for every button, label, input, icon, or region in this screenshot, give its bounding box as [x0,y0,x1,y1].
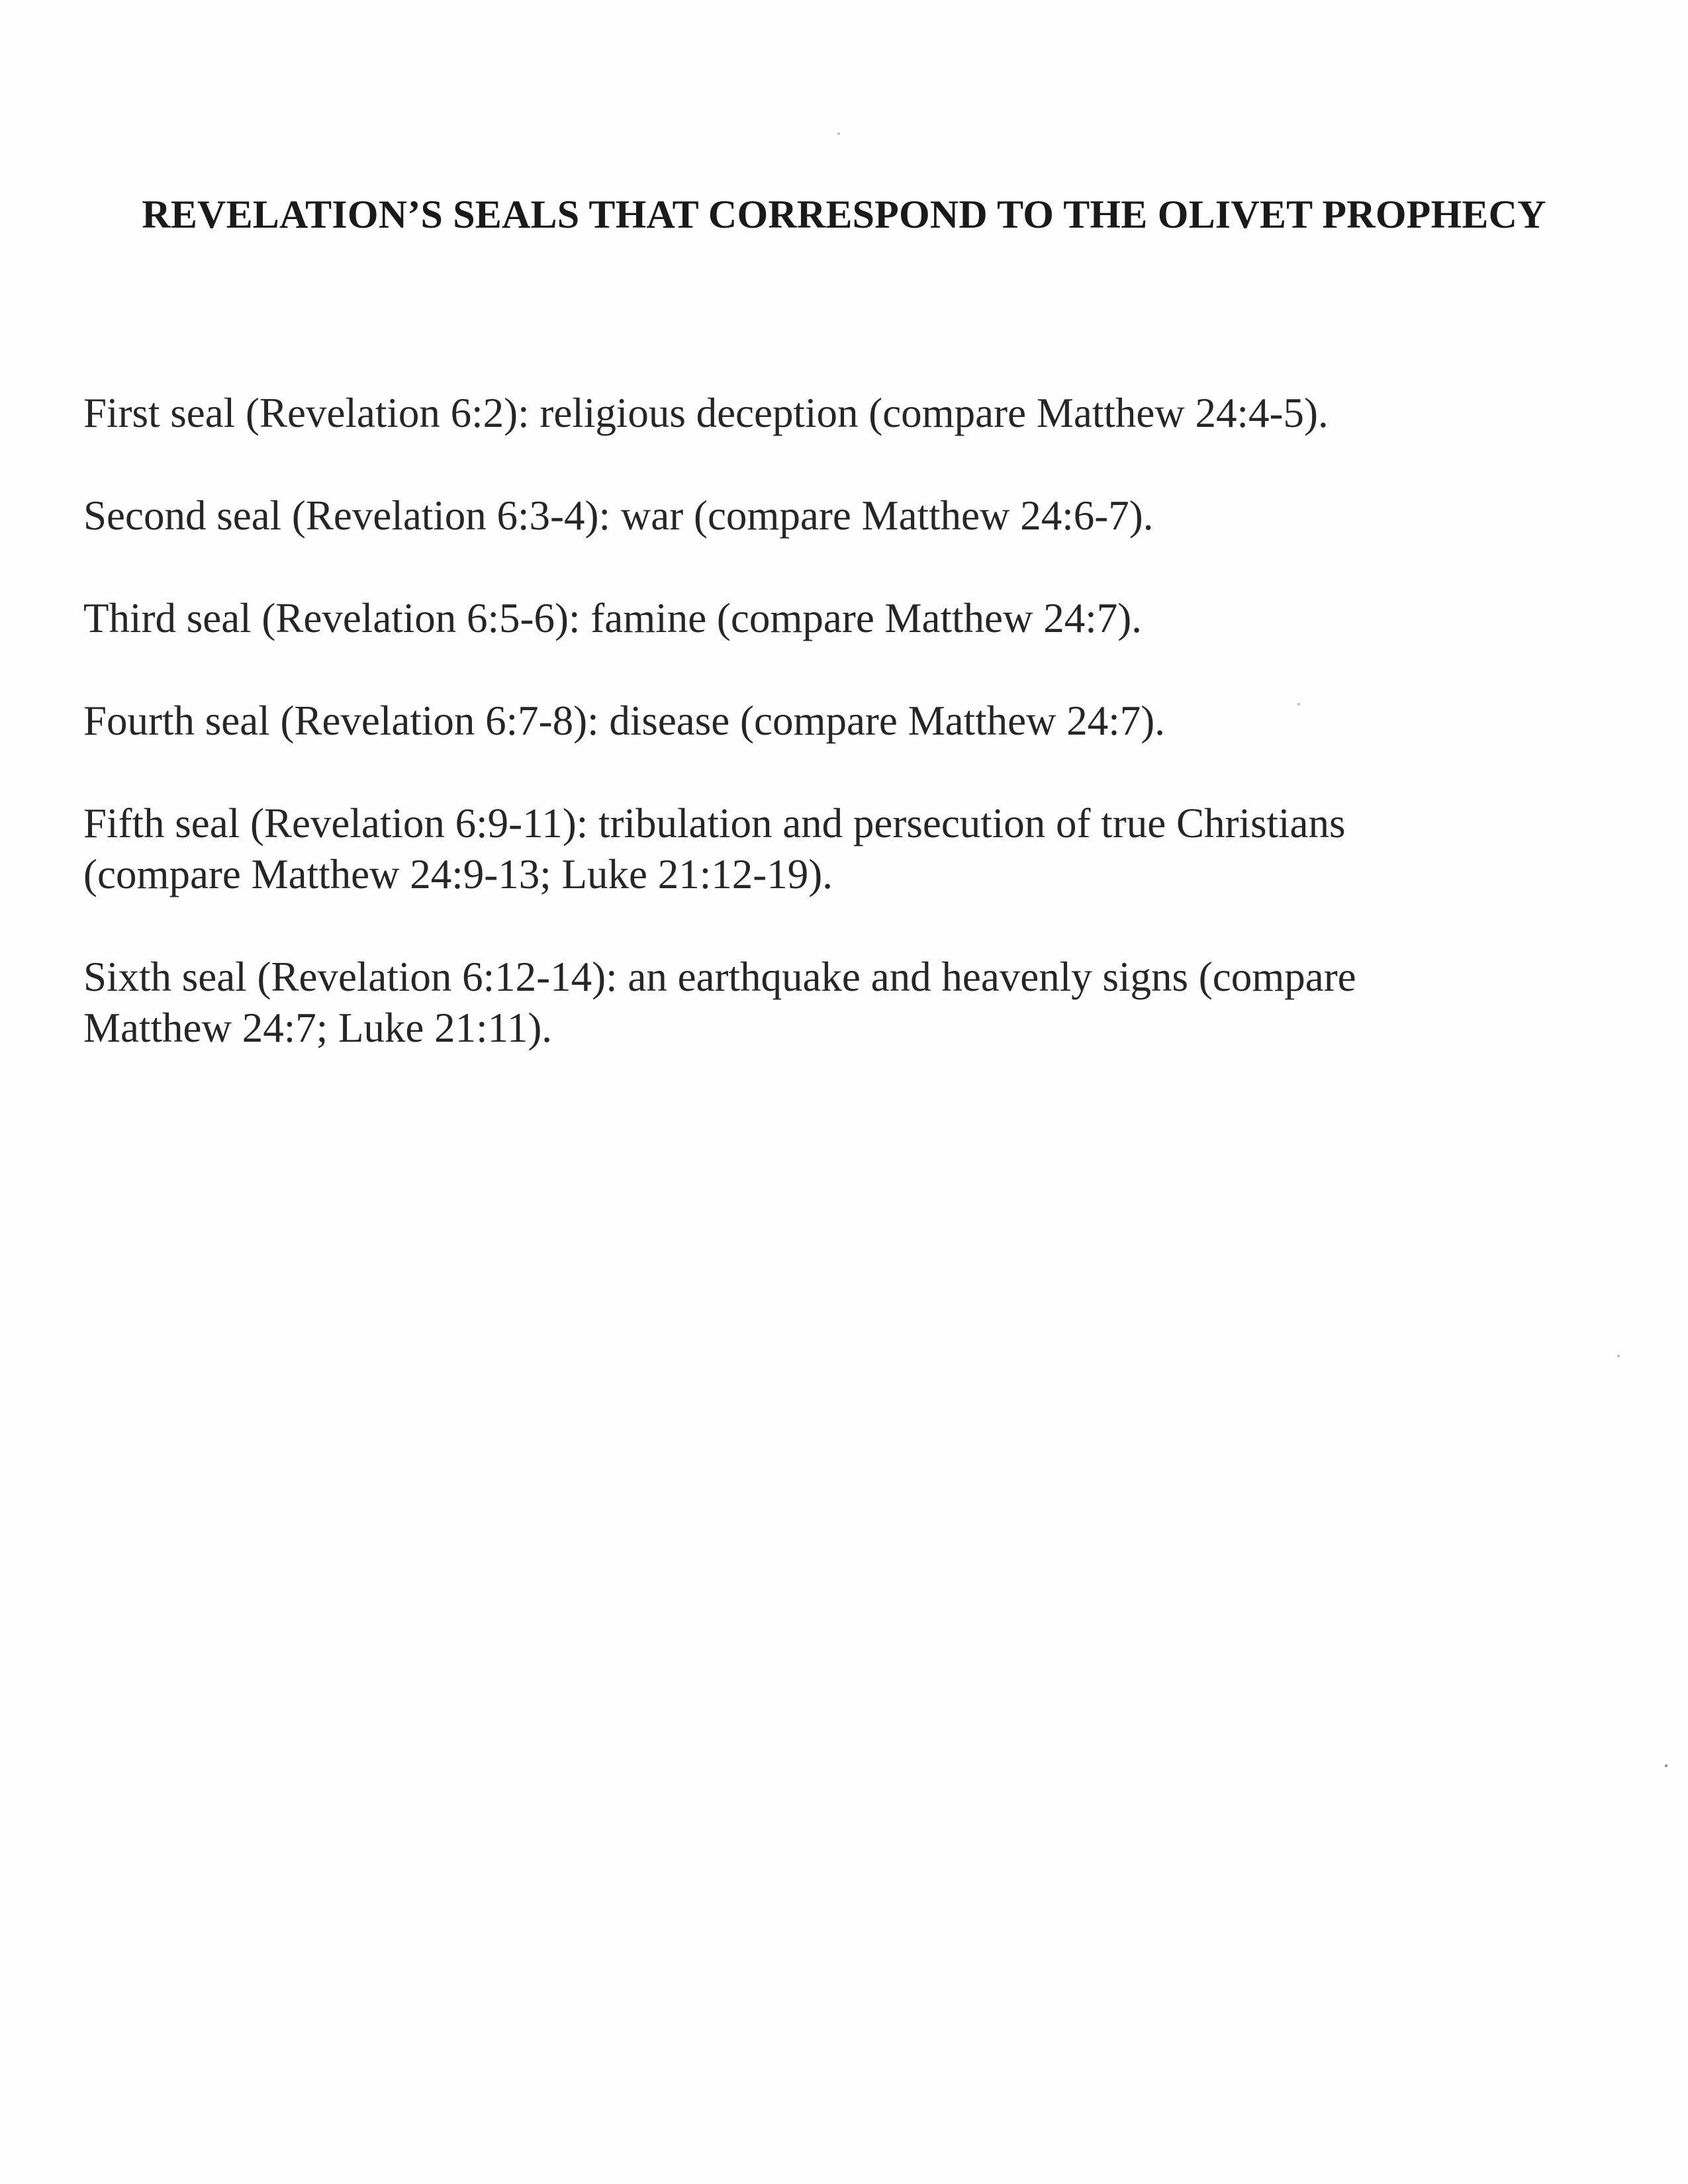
document-body [83,388,1493,1105]
paragraph-first-seal: First seal (Revelation 6:2): religious deception (compare Matthew 24:4-5). [83,390,1329,436]
paragraph-third-seal: Third seal (Revelation 6:5-6): famine (compare Matthew 24:7). [83,595,1142,641]
paragraph-second-seal: Second seal (Revelation 6:3-4): war (compare Matthew 24:6-7). [83,492,1154,539]
page-title: REVELATION’S SEALS THAT CORRESPOND TO THE OLIVET PROPHECY [142,193,1546,236]
scan-speck [1297,703,1300,705]
scan-speck [1665,1764,1667,1767]
scan-speck [837,132,840,135]
paragraph-fifth-seal: Fifth seal (Revelation 6:9-11): tribulation and persecution of true Christians (compare Matthew 24:9-13; Luke 21:12-19). [83,800,1346,897]
paragraph-fourth-seal: Fourth seal (Revelation 6:7-8): disease (compare Matthew 24:7). [83,698,1166,744]
paragraph-sixth-seal: Sixth seal (Revelation 6:12-14): an earthquake and heavenly signs (compare Matthew 24:7; Luke 21:11). [83,954,1356,1051]
scan-speck [1617,1355,1620,1357]
